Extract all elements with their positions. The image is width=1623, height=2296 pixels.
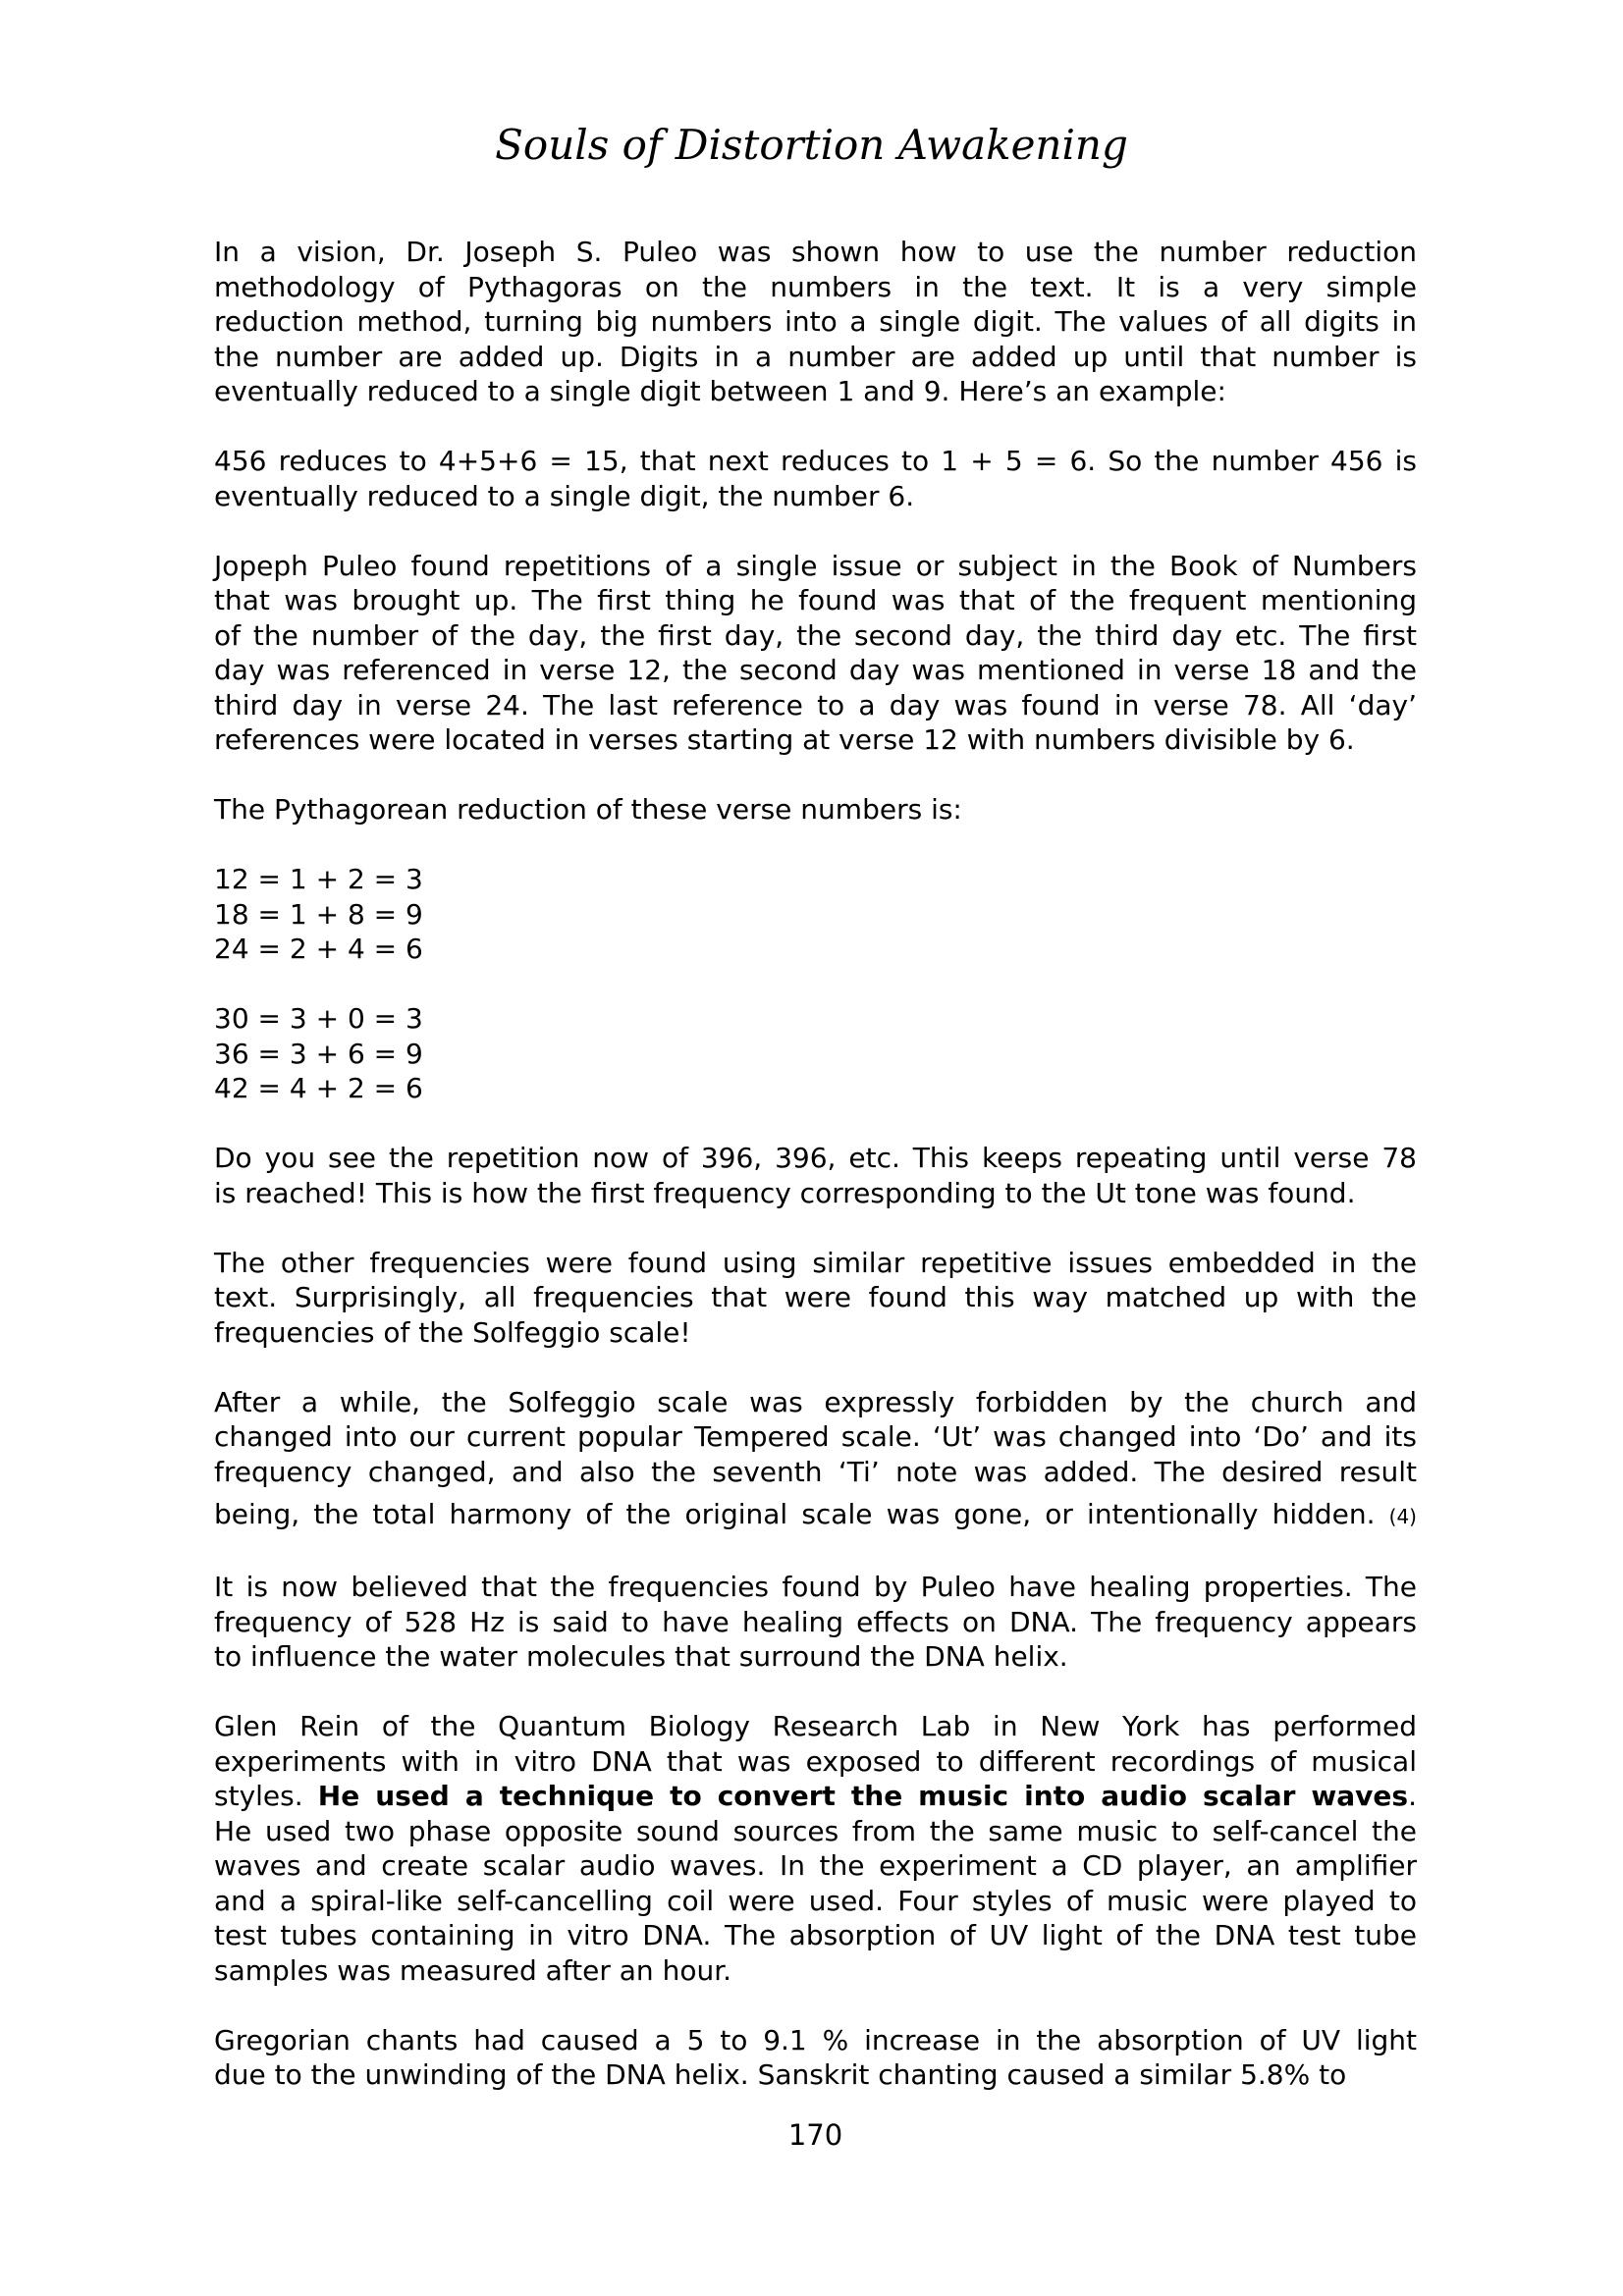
text-line: to influence the water molecules that surround the DNA helix. <box>214 1640 1068 1673</box>
text-line: samples was measured after an hour. <box>214 1953 732 1987</box>
text-line: Gregorian chants had caused a 5 to 9.1 % increase in the absorption of UV light <box>214 2023 1417 2056</box>
text-line: third day in verse 24. The last reference to a day was found in verse 78. All ‘day’ <box>214 688 1417 721</box>
equation-group-2 <box>214 1001 1417 1106</box>
equation-group-1 <box>214 862 1417 967</box>
text-line: frequencies of the Solfeggio scale! <box>214 1315 691 1349</box>
text-line: test tubes containing in vitro DNA. The absorption of UV light of the DNA test tube <box>214 1919 1417 1951</box>
bold-text: He used a technique to convert the music into audio scalar waves <box>317 1780 1409 1812</box>
text-line <box>214 1497 1417 1535</box>
text-line: due to the unwinding of the DNA helix. Sanskrit chanting caused a similar 5.8% to <box>214 2058 1347 2091</box>
text-line: references were located in verses starting at verse 12 with numbers divisible by 6. <box>214 723 1355 756</box>
equation-line: 36 = 3 + 6 = 9 <box>214 1037 423 1070</box>
paragraph-9 <box>214 1709 1417 1988</box>
text-line: The Pythagorean reduction of these verse numbers is: <box>214 793 962 826</box>
text-line: methodology of Pythagoras on the numbers in the text. It is a very simple <box>214 270 1417 303</box>
text-segment: . <box>1408 1780 1417 1812</box>
text-line: reduction method, turning big numbers into a single digit. The values of all digits in <box>214 305 1417 338</box>
equation-line: 42 = 4 + 2 = 6 <box>214 1072 423 1104</box>
text-line: that was brought up. The first thing he found was that of the frequent mentioning <box>214 584 1417 616</box>
text-segment: being, the total harmony of the original scale was gone, or intentionally hidden. <box>214 1498 1389 1530</box>
text-line: 456 reduces to 4+5+6 = 15, that next reduces to 1 + 5 = 6. So the number 456 is <box>214 445 1417 477</box>
text-line: eventually reduced to a single digit between 1 and 9. Here’s an example: <box>214 375 1226 407</box>
text-line: is reached! This is how the first frequency corresponding to the Ut tone was found. <box>214 1176 1356 1209</box>
equation-line: 30 = 3 + 0 = 3 <box>214 1002 423 1035</box>
text-line: day was referenced in verse 12, the second day was mentioned in verse 18 and the <box>214 654 1417 686</box>
text-line: changed into our current popular Tempered scale. ‘Ut’ was changed into ‘Do’ and its <box>214 1420 1417 1453</box>
body-text <box>214 235 1417 2127</box>
text-line: frequency changed, and also the seventh ‘Ti’ note was added. The desired result <box>214 1455 1417 1488</box>
book-title: Souls of Distortion Awakening <box>495 121 1128 169</box>
citation-reference: (4) <box>1388 1505 1417 1528</box>
text-line: After a while, the Solfeggio scale was expressly forbidden by the church and <box>214 1385 1417 1418</box>
text-line: text. Surprisingly, all frequencies that were found this way matched up with the <box>214 1281 1417 1313</box>
paragraph-2 <box>214 444 1417 513</box>
text-line: It is now believed that the frequencies found by Puleo have healing properties. The <box>214 1571 1417 1603</box>
text-line: In a vision, Dr. Joseph S. Puleo was shown how to use the number reduction <box>214 236 1417 268</box>
paragraph-3 <box>214 549 1417 758</box>
text-line <box>214 1779 1417 1814</box>
text-line: Glen Rein of the Quantum Biology Research Lab in New York has performed <box>214 1710 1417 1742</box>
text-line: of the number of the day, the first day, the second day, the third day etc. The first <box>214 618 1417 652</box>
equation-line: 18 = 1 + 8 = 9 <box>214 897 423 931</box>
text-line: eventually reduced to a single digit, the number 6. <box>214 479 915 512</box>
paragraph-6 <box>214 1246 1417 1351</box>
text-line: waves and create scalar audio waves. In the experiment a CD player, an amplifier <box>214 1849 1417 1882</box>
text-line: experiments with in vitro DNA that was exposed to different recordings of musical <box>214 1744 1417 1778</box>
paragraph-4 <box>214 792 1417 828</box>
paragraph-1 <box>214 235 1417 409</box>
text-line: Jopeph Puleo found repetitions of a single issue or subject in the Book of Numbers <box>214 549 1417 582</box>
text-line: the number are added up. Digits in a number are added up until that number is <box>214 340 1417 373</box>
text-line: He used two phase opposite sound sources from the same music to self-cancel the <box>214 1814 1417 1847</box>
equation-line: 12 = 1 + 2 = 3 <box>214 863 423 895</box>
equation-line: 24 = 2 + 4 = 6 <box>214 933 423 965</box>
paragraph-8 <box>214 1570 1417 1675</box>
text-line: and a spiral-like self-cancelling coil were used. Four styles of music were played to <box>214 1884 1417 1917</box>
page-number: 170 <box>787 2118 843 2152</box>
paragraph-10 <box>214 2023 1417 2093</box>
text-segment: styles. <box>214 1780 318 1812</box>
paragraph-5 <box>214 1141 1417 1210</box>
text-line: frequency of 528 Hz is said to have healing effects on DNA. The frequency appears <box>214 1605 1417 1638</box>
text-line: The other frequencies were found using similar repetitive issues embedded in the <box>214 1246 1417 1279</box>
paragraph-7 <box>214 1385 1417 1535</box>
text-line: Do you see the repetition now of 396, 396, etc. This keeps repeating until verse 78 <box>214 1142 1417 1174</box>
